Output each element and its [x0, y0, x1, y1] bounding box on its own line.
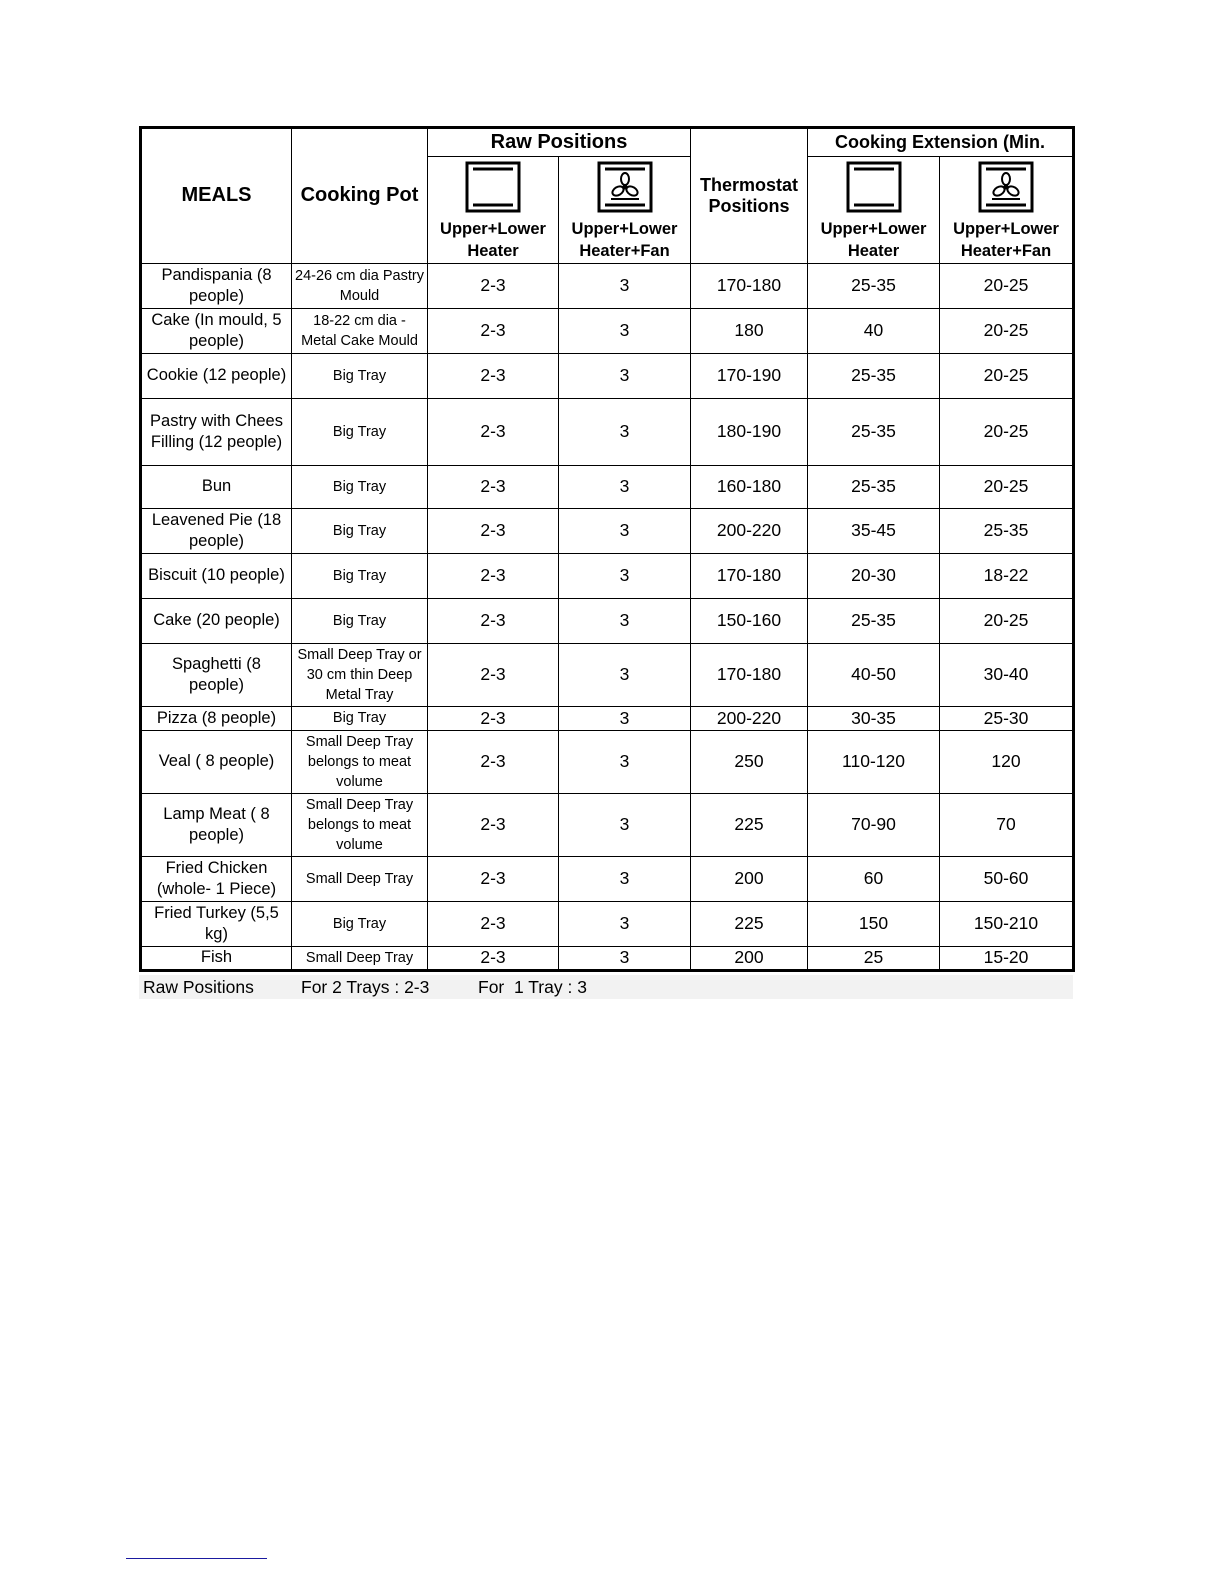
meal-cell: Pastry with Chees Filling (12 people)	[141, 398, 292, 465]
ext-fan-cell: 120	[940, 730, 1074, 793]
ext-fan-cell: 25-30	[940, 706, 1074, 730]
ext-heater-cell: 30-35	[808, 706, 940, 730]
raw-heater-mode-label: Upper+Lower Heater	[428, 217, 559, 263]
pot-cell: Big Tray	[292, 553, 428, 598]
raw-fan-cell: 3	[559, 901, 691, 946]
meal-cell: Lamp Meat ( 8 people)	[141, 793, 292, 856]
ext-fan-cell: 20-25	[940, 598, 1074, 643]
cooking-table	[139, 126, 1075, 972]
thermostat-cell: 200	[691, 856, 808, 901]
raw-fan-cell: 3	[559, 465, 691, 508]
pot-cell: Big Tray	[292, 353, 428, 398]
meal-cell: Spaghetti (8 people)	[141, 643, 292, 706]
meal-cell: Biscuit (10 people)	[141, 553, 292, 598]
table-row	[141, 398, 1074, 465]
raw-heater-cell: 2-3	[428, 465, 559, 508]
meal-cell: Veal ( 8 people)	[141, 730, 292, 793]
raw-fan-cell: 3	[559, 706, 691, 730]
thermostat-cell: 170-180	[691, 643, 808, 706]
oven-upper-lower-heater-icon	[465, 161, 521, 213]
raw-fan-cell: 3	[559, 793, 691, 856]
pot-cell: 18-22 cm dia - Metal Cake Mould	[292, 308, 428, 353]
ext-fan-cell: 70	[940, 793, 1074, 856]
pot-cell: Small Deep Tray belongs to meat volume	[292, 730, 428, 793]
raw-fan-cell: 3	[559, 508, 691, 553]
ext-fan-cell: 25-35	[940, 508, 1074, 553]
raw-fan-cell: 3	[559, 946, 691, 970]
table-row	[141, 730, 1074, 793]
table-row	[141, 353, 1074, 398]
ext-fan-cell: 20-25	[940, 398, 1074, 465]
meal-cell: Pizza (8 people)	[141, 706, 292, 730]
thermostat-cell: 170-180	[691, 263, 808, 308]
footnote	[139, 975, 1073, 999]
thermostat-cell: 160-180	[691, 465, 808, 508]
raw-heater-cell: 2-3	[428, 598, 559, 643]
ext-fan-cell: 30-40	[940, 643, 1074, 706]
meal-cell: Bun	[141, 465, 292, 508]
table-row	[141, 465, 1074, 508]
cooking-pot-header: Cooking Pot	[292, 128, 428, 264]
raw-positions-header: Raw Positions	[428, 128, 691, 157]
ext-heater-cell: 60	[808, 856, 940, 901]
raw-heater-cell: 2-3	[428, 308, 559, 353]
ext-heater-cell: 25-35	[808, 398, 940, 465]
ext-fan-cell: 15-20	[940, 946, 1074, 970]
raw-fan-cell: 3	[559, 308, 691, 353]
ext-heater-cell: 25-35	[808, 465, 940, 508]
table-row	[141, 598, 1074, 643]
ext-fan-cell: 50-60	[940, 856, 1074, 901]
raw-heater-cell: 2-3	[428, 856, 559, 901]
table-row	[141, 508, 1074, 553]
footnote-separator-line	[126, 1558, 267, 1559]
pot-cell: Big Tray	[292, 706, 428, 730]
ext-heater-cell: 25-35	[808, 353, 940, 398]
thermostat-cell: 150-160	[691, 598, 808, 643]
table-row	[141, 856, 1074, 901]
raw-fan-cell: 3	[559, 353, 691, 398]
ext-heater-cell: 25	[808, 946, 940, 970]
ext-fan-cell: 20-25	[940, 353, 1074, 398]
pot-cell: Small Deep Tray belongs to meat volume	[292, 793, 428, 856]
thermostat-cell: 200-220	[691, 508, 808, 553]
thermostat-cell: 170-190	[691, 353, 808, 398]
raw-fan-icon-cell	[559, 157, 691, 218]
oven-heater-fan-icon	[978, 161, 1034, 213]
thermostat-cell: 180	[691, 308, 808, 353]
ext-heater-cell: 150	[808, 901, 940, 946]
cooking-extension-header: Cooking Extension (Min.	[808, 128, 1074, 157]
pot-cell: Small Deep Tray	[292, 856, 428, 901]
ext-heater-cell: 40-50	[808, 643, 940, 706]
ext-heater-cell: 25-35	[808, 263, 940, 308]
ext-fan-cell: 20-25	[940, 263, 1074, 308]
raw-heater-cell: 2-3	[428, 643, 559, 706]
ext-heater-cell: 25-35	[808, 598, 940, 643]
meal-cell: Cake (In mould, 5 people)	[141, 308, 292, 353]
raw-fan-cell: 3	[559, 856, 691, 901]
table-row	[141, 793, 1074, 856]
raw-fan-cell: 3	[559, 263, 691, 308]
table-row	[141, 263, 1074, 308]
pot-cell: Small Deep Tray	[292, 946, 428, 970]
footnote-label: Raw Positions	[143, 977, 254, 997]
ext-heater-cell: 70-90	[808, 793, 940, 856]
table-row	[141, 946, 1074, 970]
raw-heater-cell: 2-3	[428, 706, 559, 730]
thermostat-cell: 200	[691, 946, 808, 970]
thermostat-header: Thermostat Positions	[691, 128, 808, 264]
ext-fan-cell: 20-25	[940, 465, 1074, 508]
ext-fan-cell: 20-25	[940, 308, 1074, 353]
thermostat-cell: 225	[691, 901, 808, 946]
pot-cell: Big Tray	[292, 508, 428, 553]
thermostat-cell: 225	[691, 793, 808, 856]
table-row	[141, 308, 1074, 353]
raw-heater-cell: 2-3	[428, 398, 559, 465]
table-body	[141, 263, 1074, 970]
raw-fan-cell: 3	[559, 398, 691, 465]
raw-heater-cell: 2-3	[428, 946, 559, 970]
ext-fan-mode-label: Upper+Lower Heater+Fan	[940, 217, 1074, 263]
ext-heater-cell: 110-120	[808, 730, 940, 793]
ext-heater-icon-cell	[808, 157, 940, 218]
raw-heater-cell: 2-3	[428, 263, 559, 308]
raw-heater-cell: 2-3	[428, 508, 559, 553]
meal-cell: Pandispania (8 people)	[141, 263, 292, 308]
ext-heater-cell: 40	[808, 308, 940, 353]
meal-cell: Cake (20 people)	[141, 598, 292, 643]
ext-fan-icon-cell	[940, 157, 1074, 218]
ext-heater-cell: 20-30	[808, 553, 940, 598]
ext-heater-mode-label: Upper+Lower Heater	[808, 217, 940, 263]
table-row	[141, 706, 1074, 730]
table-row	[141, 553, 1074, 598]
pot-cell: Big Tray	[292, 901, 428, 946]
meal-cell: Fried Turkey (5,5 kg)	[141, 901, 292, 946]
footnote-one-tray: For 1 Tray : 3	[478, 977, 587, 997]
pot-cell: Big Tray	[292, 598, 428, 643]
raw-heater-cell: 2-3	[428, 901, 559, 946]
meals-header: MEALS	[141, 128, 292, 264]
thermostat-cell: 200-220	[691, 706, 808, 730]
ext-fan-cell: 18-22	[940, 553, 1074, 598]
raw-heater-icon-cell	[428, 157, 559, 218]
ext-fan-cell: 150-210	[940, 901, 1074, 946]
thermostat-cell: 180-190	[691, 398, 808, 465]
thermostat-cell: 170-180	[691, 553, 808, 598]
meal-cell: Leavened Pie (18 people)	[141, 508, 292, 553]
raw-fan-cell: 3	[559, 643, 691, 706]
thermostat-cell: 250	[691, 730, 808, 793]
raw-heater-cell: 2-3	[428, 793, 559, 856]
pot-cell: Big Tray	[292, 465, 428, 508]
meal-cell: Fried Chicken (whole- 1 Piece)	[141, 856, 292, 901]
pot-cell: Small Deep Tray or 30 cm thin Deep Metal Tray	[292, 643, 428, 706]
table-row	[141, 901, 1074, 946]
raw-heater-cell: 2-3	[428, 730, 559, 793]
table-row	[141, 643, 1074, 706]
meal-cell: Cookie (12 people)	[141, 353, 292, 398]
pot-cell: 24-26 cm dia Pastry Mould	[292, 263, 428, 308]
raw-fan-cell: 3	[559, 730, 691, 793]
pot-cell: Big Tray	[292, 398, 428, 465]
oven-heater-fan-icon	[597, 161, 653, 213]
meal-cell: Fish	[141, 946, 292, 970]
oven-upper-lower-heater-icon	[846, 161, 902, 213]
raw-fan-cell: 3	[559, 598, 691, 643]
raw-heater-cell: 2-3	[428, 553, 559, 598]
footnote-two-trays: For 2 Trays : 2-3	[301, 977, 430, 997]
raw-fan-mode-label: Upper+Lower Heater+Fan	[559, 217, 691, 263]
raw-heater-cell: 2-3	[428, 353, 559, 398]
ext-heater-cell: 35-45	[808, 508, 940, 553]
raw-fan-cell: 3	[559, 553, 691, 598]
